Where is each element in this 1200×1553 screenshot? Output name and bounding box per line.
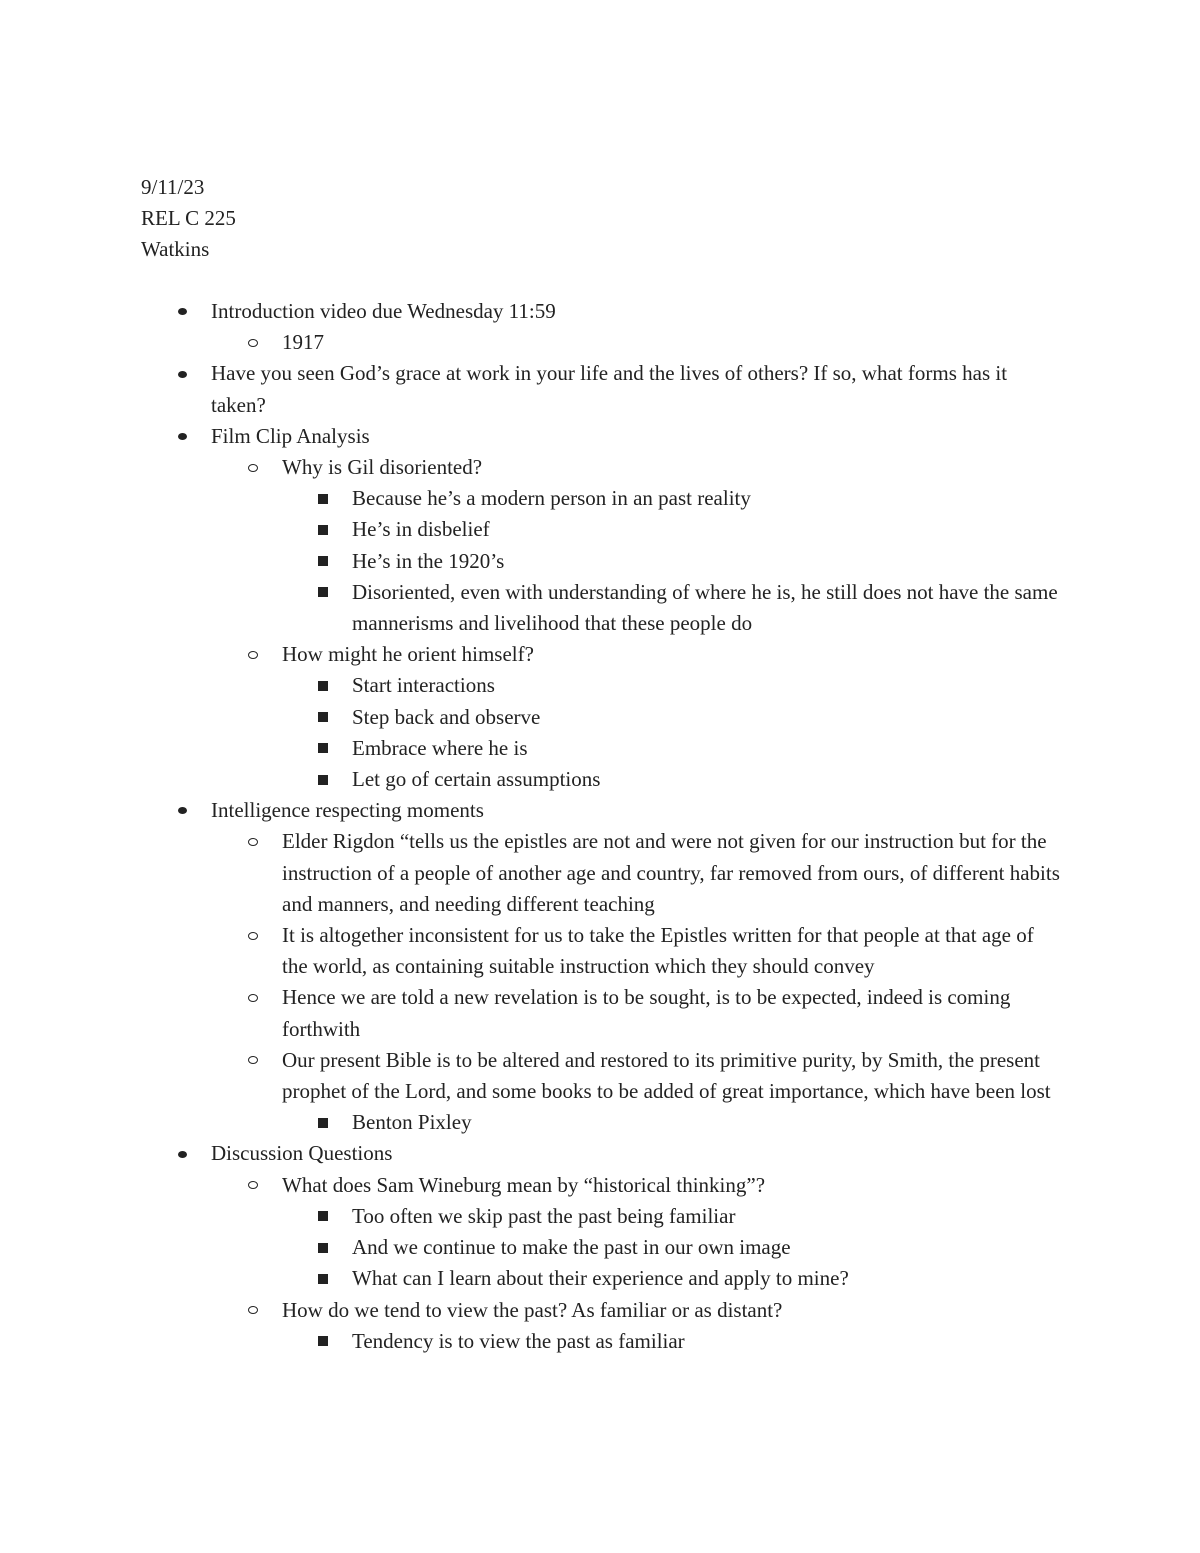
list-item-text: Introduction video due Wednesday 11:59 bbox=[211, 299, 556, 323]
bullet-circle-icon bbox=[248, 1170, 258, 1201]
list-item-text: Discussion Questions bbox=[211, 1141, 393, 1166]
list-item-level-2 bbox=[0, 1295, 1062, 1326]
list-item-text: Have you seen God’s grace at work in your life and the lives of others? If so, what forms has it taken? bbox=[211, 361, 1008, 417]
list-item-level-3 bbox=[0, 546, 1062, 577]
list-item-text: Film Clip Analysis bbox=[211, 423, 370, 448]
list-item-level-1 bbox=[0, 296, 1061, 327]
bullet-circle-icon bbox=[248, 982, 258, 1013]
list-item-level-1 bbox=[0, 421, 1061, 452]
list-item-text: It is altogether inconsistent for us to take the Epistles written for that people at that age of the world, as containing suitable instruction which they should convey bbox=[282, 923, 1034, 979]
list-item-text: What does Sam Wineburg mean by “historical thinking”? bbox=[282, 1172, 766, 1197]
bullet-circle-icon bbox=[248, 920, 258, 951]
bullet-dot-icon bbox=[178, 1138, 187, 1169]
list-item-text: How do we tend to view the past? As familiar or as distant? bbox=[282, 1297, 783, 1322]
bullet-dot-icon bbox=[178, 421, 187, 452]
bullet-circle-icon bbox=[248, 1045, 258, 1076]
list-item-text: Step back and observe bbox=[352, 704, 541, 729]
course-line: REL C 225 bbox=[141, 206, 236, 231]
bullet-square-icon bbox=[318, 546, 328, 577]
list-item-level-3 bbox=[0, 1326, 1062, 1357]
bullet-circle-icon bbox=[248, 826, 258, 857]
list-item-text: Start interactions bbox=[352, 673, 495, 698]
list-item-level-3 bbox=[0, 1232, 1062, 1263]
list-item-level-2 bbox=[0, 452, 1062, 483]
list-item-level-3 bbox=[0, 702, 1062, 733]
list-item-text: Let go of certain assumptions bbox=[352, 767, 601, 792]
list-item-level-1 bbox=[0, 358, 1061, 420]
list-item-text: Because he’s a modern person in an past reality bbox=[352, 486, 751, 511]
list-item-text: Our present Bible is to be altered and restored to its primitive purity, by Smith, the present prophet of the Lord, and some books to be added of great importance, which have been lost bbox=[282, 1047, 1051, 1104]
list-item-level-2 bbox=[0, 826, 1062, 920]
list-item-level-3 bbox=[0, 764, 1062, 795]
list-item-level-3 bbox=[0, 733, 1062, 764]
bullet-square-icon bbox=[318, 577, 328, 608]
bullet-square-icon bbox=[318, 483, 328, 514]
list-item-text: Elder Rigdon “tells us the epistles are not and were not given for our instruction but for the instruction of a people of another age and country, far removed from ours, of different habits and manners, and needing different teaching bbox=[282, 829, 1060, 916]
list-item-text: Hence we are told a new revelation is to be sought, is to be expected, indeed is coming forthwith bbox=[282, 985, 1011, 1041]
bullet-circle-icon bbox=[248, 639, 258, 670]
bullet-circle-icon bbox=[248, 452, 258, 483]
list-item-level-3 bbox=[0, 1107, 1062, 1138]
bullet-square-icon bbox=[318, 1326, 328, 1357]
bullet-square-icon bbox=[318, 670, 328, 701]
list-item-level-3 bbox=[0, 514, 1062, 545]
list-item-level-2 bbox=[0, 327, 1062, 358]
bullet-circle-icon bbox=[248, 327, 258, 358]
list-item-level-2 bbox=[0, 982, 1062, 1044]
list-item-level-3 bbox=[0, 1201, 1062, 1232]
list-item-text: Why is Gil disoriented? bbox=[282, 455, 483, 480]
list-item-level-1 bbox=[0, 795, 1061, 826]
list-item-text: Benton Pixley bbox=[352, 1110, 472, 1135]
list-item-text: What can I learn about their experience and apply to mine? bbox=[352, 1266, 849, 1291]
bullet-square-icon bbox=[318, 764, 328, 795]
list-item-level-3 bbox=[0, 483, 1062, 514]
bullet-square-icon bbox=[318, 1107, 328, 1138]
bullet-square-icon bbox=[318, 514, 328, 545]
list-item-text: How might he orient himself? bbox=[282, 642, 534, 667]
bullet-circle-icon bbox=[248, 1295, 258, 1326]
list-item-text: Tendency is to view the past as familiar bbox=[352, 1328, 685, 1353]
bullet-square-icon bbox=[318, 733, 328, 764]
instructor-line: Watkins bbox=[141, 237, 210, 262]
list-item-level-2 bbox=[0, 920, 1062, 982]
list-item-level-3 bbox=[0, 577, 1062, 639]
bullet-dot-icon bbox=[178, 795, 187, 826]
list-item-text: He’s in disbelief bbox=[352, 517, 490, 542]
list-item-text: Disoriented, even with understanding of where he is, he still does not have the same mannerisms and livelihood that these people do bbox=[352, 579, 1058, 636]
date-line: 9/11/23 bbox=[141, 175, 205, 199]
list-item-level-2 bbox=[0, 1045, 1062, 1107]
bullet-square-icon bbox=[318, 702, 328, 733]
list-item-text: Intelligence respecting moments bbox=[211, 798, 484, 823]
bullet-square-icon bbox=[318, 1232, 328, 1263]
bullet-square-icon bbox=[318, 1263, 328, 1294]
bullet-dot-icon bbox=[178, 358, 187, 389]
document-header bbox=[141, 172, 236, 266]
list-item-text: Embrace where he is bbox=[352, 735, 528, 760]
list-item-level-1 bbox=[0, 1138, 1061, 1169]
list-item-level-3 bbox=[0, 670, 1062, 701]
list-item-text: 1917 bbox=[282, 330, 324, 355]
list-item-text: Too often we skip past the past being familiar bbox=[352, 1203, 736, 1228]
list-item-level-3 bbox=[0, 1263, 1062, 1294]
bullet-dot-icon bbox=[178, 296, 187, 327]
list-item-level-2 bbox=[0, 639, 1062, 670]
list-item-level-2 bbox=[0, 1170, 1062, 1201]
list-item-text: He’s in the 1920’s bbox=[352, 548, 505, 573]
notes-list bbox=[0, 296, 1200, 1357]
list-item-text: And we continue to make the past in our own image bbox=[352, 1235, 791, 1260]
bullet-square-icon bbox=[318, 1201, 328, 1232]
